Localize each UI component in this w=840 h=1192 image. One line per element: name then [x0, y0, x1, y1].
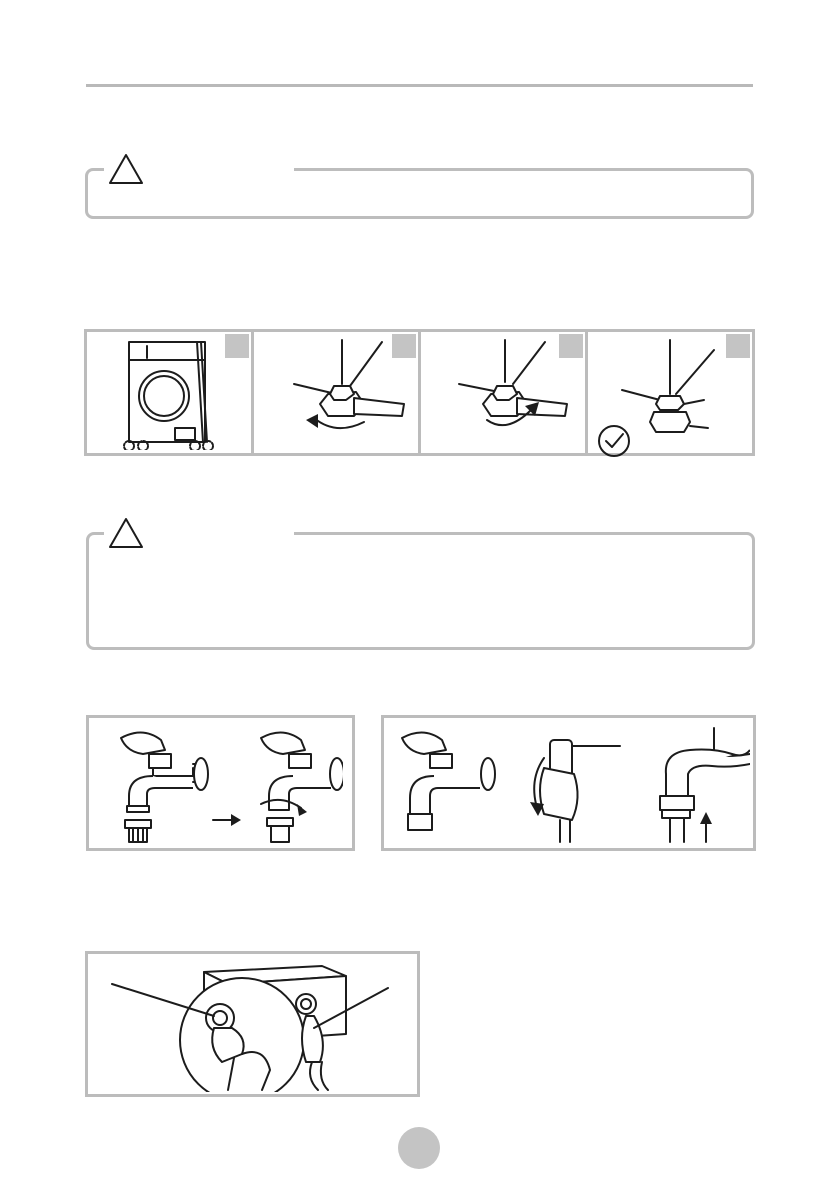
warning-triangle-icon: [108, 517, 144, 549]
warning-box-2: [86, 532, 755, 650]
inlet-valve-detail: [92, 958, 414, 1092]
feet-panel-loosen: [251, 329, 421, 456]
check-circle-icon: [597, 424, 631, 458]
machine-inlet-panel: [85, 951, 420, 1097]
step-tag: [225, 334, 249, 358]
feet-panel-machine: [84, 329, 254, 456]
page-number-badge: [398, 1127, 440, 1169]
feet-adjust-figure: [84, 329, 754, 456]
arrow-right-icon: [213, 814, 241, 826]
feet-panel-secured: [585, 329, 755, 456]
tap-hose-panel: [381, 715, 756, 851]
warning-triangle-icon: [108, 153, 144, 185]
feet-panel-tighten: [418, 329, 588, 456]
arrow-up-icon: [700, 812, 712, 842]
tap-adapter-panel: [86, 715, 355, 851]
section-rule: [86, 84, 753, 87]
